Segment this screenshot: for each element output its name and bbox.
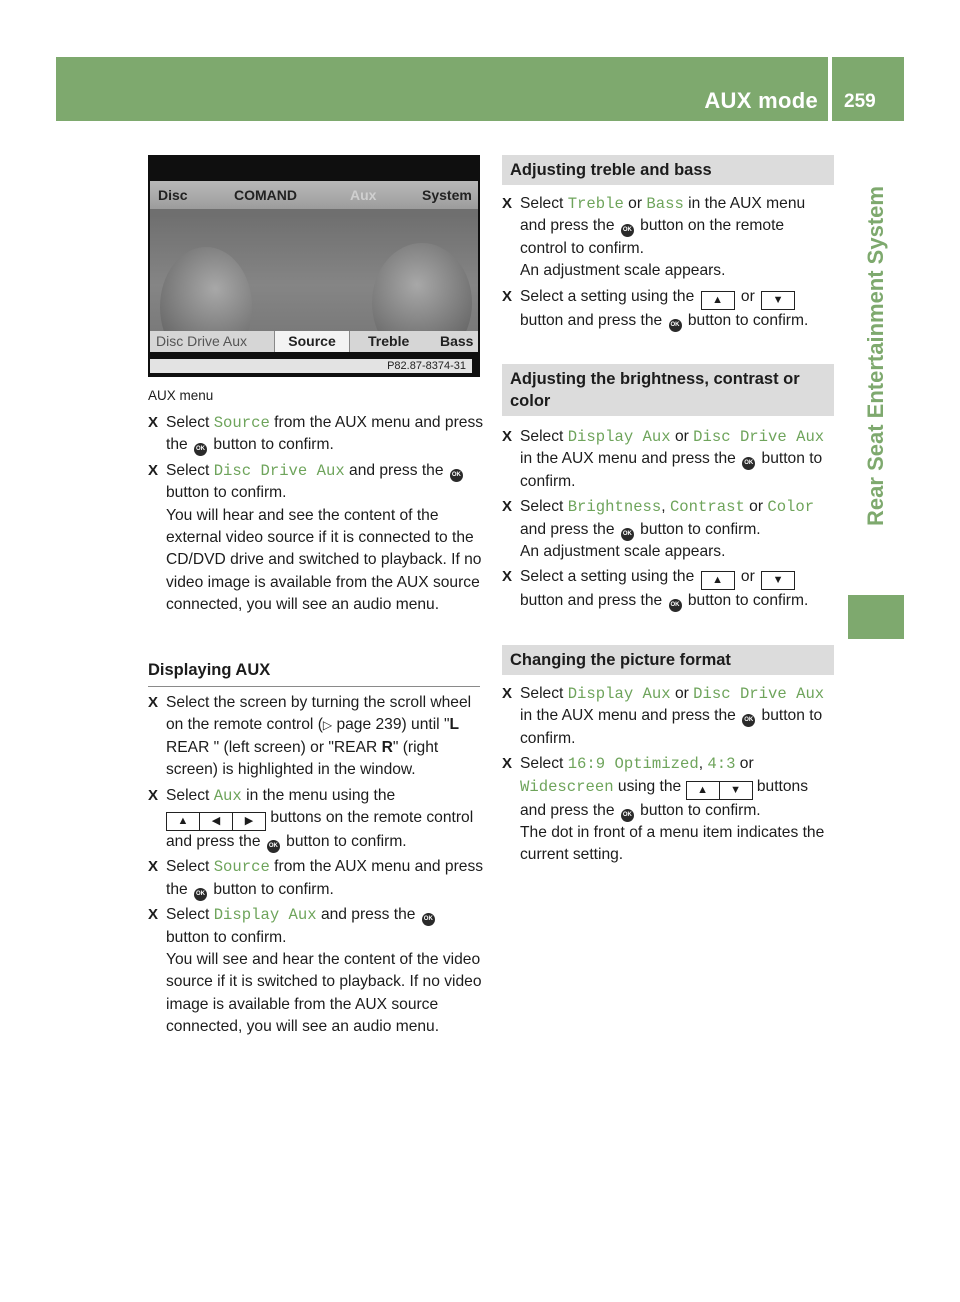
menu-item-brightness: Brightness [567,498,662,517]
step-result-text: An adjustment scale appears. [520,262,726,280]
right-key-icon: ▶ [233,812,266,831]
step-arrow-icon: X [502,287,513,305]
step-select-setting-2: X Select a setting using the ▲ or ▼ button and press the OK button to confirm. [502,566,834,612]
screen-top-menu [150,181,478,209]
ok-button-icon: OK [194,443,207,456]
step-select-aux: X Select Aux in the menu using the ▲ ◀ ▶ buttons on the remote control and press the OK button to confirm. [148,785,484,854]
image-code: P82.87-8374-31 [150,359,472,373]
up-key-icon: ▲ [166,812,200,831]
step-select-brightness: X Select Brightness, Contrast or Color and press the OK button to confirm. An adjustment scale appears. [502,498,815,561]
step-select-screen: X Select the screen by turning the scroll wheel on the remote control (▷ page 239) until "L REAR " (left screen) or "REAR R" (right screen) is highlighted in the window. [148,694,472,779]
step-select-source: X Select Source from the AUX menu and press the OK button to confirm. [148,412,484,457]
figure-caption: AUX menu [148,388,214,403]
menu-item-aux: Aux [213,786,242,805]
left-key-icon: ◀ [200,812,233,831]
ok-button-icon: OK [669,599,682,612]
step-select-display-source-2: X Select Display Aux or Disc Drive Aux in the AUX menu and press the OK button to confirm. [502,684,825,747]
ok-button-icon: OK [742,714,755,727]
menu-item-display-aux: Display Aux [567,684,671,703]
down-key-icon: ▼ [720,781,753,800]
left-column-bottom [148,692,484,1039]
menu-item-contrast: Contrast [669,498,745,517]
screen-tab-treble: Treble [368,333,410,349]
ok-button-icon: OK [267,840,280,853]
side-block [848,595,904,639]
step-select-treble-bass: X Select Treble or Bass in the AUX menu and press the OK button on the remote control to confirm. An adjustment scale appears. [502,195,806,280]
ok-button-icon: OK [450,469,463,482]
step-arrow-icon: X [148,906,159,924]
step-arrow-icon: X [502,428,513,446]
menu-item-source: Source [213,414,270,432]
ok-button-icon: OK [194,888,207,901]
ok-button-icon: OK [621,528,634,541]
side-tab-label: Rear Seat Entertainment System [863,186,888,526]
menu-item-disc-drive-aux: Disc Drive Aux [693,428,825,447]
step-arrow-icon: X [148,858,159,876]
menu-item-display-aux: Display Aux [567,428,671,447]
step-arrow-icon: X [502,755,513,773]
section-title-picture-format: Changing the picture format [502,645,834,675]
step-arrow-icon: X [148,414,159,431]
menu-item-treble: Treble [567,195,624,213]
menu-item-16-9-optimized: 16:9 Optimized [567,755,699,774]
screen-menu-system: System [422,186,472,203]
aux-menu-screenshot [148,155,480,377]
down-key-icon: ▼ [761,571,795,590]
section-title-treble-bass: Adjusting treble and bass [502,155,834,185]
screen-tab-source: Source [274,331,350,352]
step-arrow-icon: X [502,568,513,586]
side-tab [848,121,904,591]
menu-item-disc-drive-aux: Disc Drive Aux [213,461,345,480]
step-arrow-icon: X [148,786,159,804]
step-result-text: The dot in front of a menu item indicates the current setting. [520,823,825,864]
ok-button-icon: OK [621,224,634,237]
step-result-text: You will hear and see the content of the external video source if it is connected to the CD/DVD drive and switched to playback. If no video image is available from the AUX source connected, you will see an audio menu. [166,506,482,614]
page-number: 259 [844,91,876,112]
step-select-format: X Select 16:9 Optimized, 4:3 or Widescreen using the ▲ ▼ buttons and press the OK button to confirm. The dot in front of a menu item indicates the current setting. [502,755,825,864]
page-ref-icon: ▷ [322,718,333,733]
left-column-top [148,412,484,617]
menu-item-disc-drive-aux: Disc Drive Aux [693,684,825,703]
video-blob-right [372,243,472,331]
screen-bottom-menu [150,331,478,352]
right-column [502,155,834,867]
step-arrow-icon: X [502,684,513,702]
menu-item-display-aux: Display Aux [213,906,317,925]
menu-item-bass: Bass [646,195,684,213]
section-title-brightness: Adjusting the brightness, contrast or color [502,364,834,416]
step-select-source-2: X Select Source from the AUX menu and press the OK button to confirm. [148,856,484,901]
video-blob-left [160,247,252,331]
screen-menu-comand: COMAND [234,186,297,203]
menu-item-color: Color [767,498,815,517]
ok-button-icon: OK [669,319,682,332]
section-title-displaying-aux: Displaying AUX [148,658,480,687]
ok-button-icon: OK [742,457,755,470]
screen-video-area [150,217,478,331]
screen-menu-aux: Aux [350,186,377,203]
down-key-icon: ▼ [761,291,795,310]
step-result-text: You will see and hear the content of the video source if it is switched to playback. If no video image is available from the AUX source connected, you will see an audio menu. [166,951,482,1036]
menu-item-source: Source [213,858,270,877]
screen-stripe [150,209,478,217]
screen-menu-disc: Disc [158,186,188,203]
step-arrow-icon: X [148,694,159,711]
menu-item-widescreen: Widescreen [520,777,614,796]
ok-button-icon: OK [422,913,435,926]
screen-tab-disc-drive-aux: Disc Drive Aux [156,333,248,349]
step-arrow-icon: X [502,498,513,516]
menu-item-4-3: 4:3 [707,755,736,774]
step-select-display-aux: X Select Display Aux and press the OK button to confirm. You will see and hear the content of the video source if it is switched to playback. If no video image is available from the AUX source connected, you will see an audio menu. [148,906,482,1036]
up-key-icon: ▲ [701,571,735,590]
step-result-text: An adjustment scale appears. [520,543,726,561]
up-key-icon: ▲ [701,291,735,310]
up-key-icon: ▲ [686,781,720,800]
step-select-setting-1: X Select a setting using the ▲ or ▼ button and press the OK button to confirm. [502,286,834,332]
screen-tab-bass: Bass [440,333,474,349]
step-arrow-icon: X [148,461,159,479]
step-select-disc-drive-aux: X Select Disc Drive Aux and press the OK button to confirm. You will hear and see the content of the external video source if it is connected to the CD/DVD drive and switched to playback. If no video image is available from the AUX source connected, you will see an audio menu. [148,461,482,614]
page-title: AUX mode [704,88,818,113]
step-arrow-icon: X [502,195,513,212]
ok-button-icon: OK [621,809,634,822]
step-select-display-source: X Select Display Aux or Disc Drive Aux in the AUX menu and press the OK button to confirm. [502,428,825,490]
header-divider [828,57,832,121]
